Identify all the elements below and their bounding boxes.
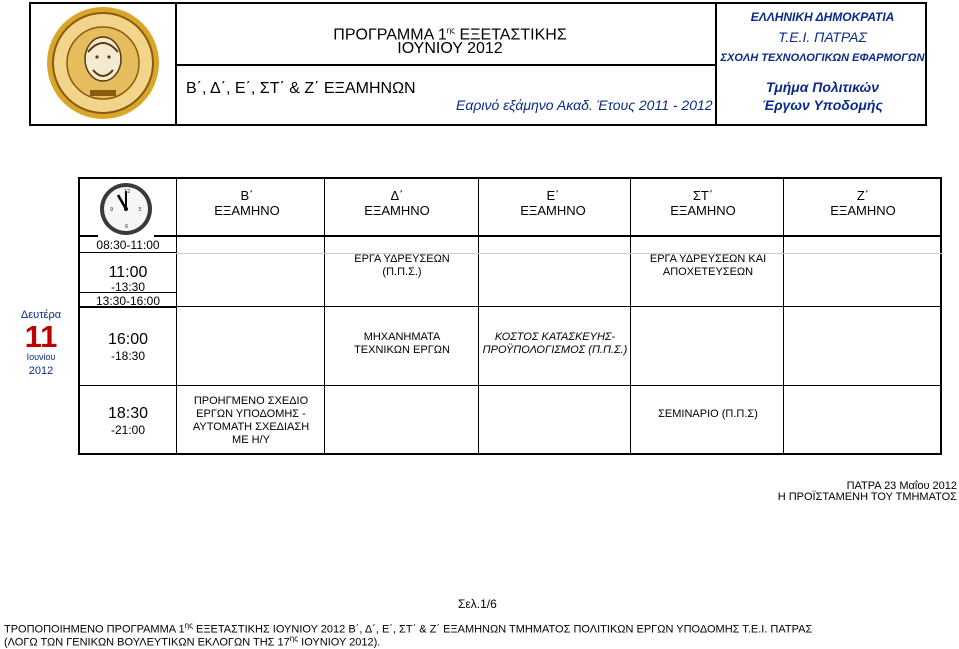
course-st-morning: ΕΡΓΑ ΥΔΡΕΥΣΕΩΝ ΚΑΙ ΑΠΟΧΕΤΕΥΣΕΩΝ xyxy=(649,253,767,278)
document-title: ΠΡΟΓΡΑΜΜΑ $1^{\eta\varsigma}$ ΕΞΕΤΑΣΤΙΚΗΣ xyxy=(333,26,567,44)
document-title-date: ΙΟΥΝΙΟΥ 2012 xyxy=(397,40,503,57)
day-month: Ιουνίου xyxy=(26,352,56,362)
column-header-b: Β΄ ΕΞΑΜΗΝΟ xyxy=(214,188,280,218)
day-name: Δευτέρα xyxy=(20,309,62,321)
row-divider xyxy=(78,385,942,386)
header-horizontal-divider xyxy=(177,64,717,66)
course-b-evening: ΠΡΟΗΓΜΕΝΟ ΣΧΕΔΙΟ ΕΡΓΩΝ ΥΠΟΔΟΜΗΣ - ΑΥΤΟΜΑΤΗ ΣΧΕΔΙΑΣΗ ΜΕ Η/Υ xyxy=(192,395,310,446)
time-slot-4-start: 16:00 xyxy=(107,331,149,348)
course-d-afternoon: ΜΗΧΑΝΗΜΑΤΑ ΤΕΧΝΙΚΩΝ ΕΡΓΩΝ xyxy=(354,331,450,356)
time-slot-2-end: -13:30 xyxy=(110,280,146,294)
institution-name: Τ.Ε.Ι. ΠΑΤΡΑΣ xyxy=(778,29,867,45)
column-header-d: Δ΄ ΕΞΑΜΗΝΟ xyxy=(364,188,430,218)
row-divider xyxy=(176,253,942,254)
page-number: Σελ.1/6 xyxy=(458,597,497,611)
course-e-afternoon: ΚΟΣΤΟΣ ΚΑΤΑΣΚΕΥΗΣ- ΠΡΟΫΠΟΛΟΓΙΣΜΟΣ (Π.Π.Σ.) xyxy=(482,331,628,356)
column-header-e: Ε΄ ΕΞΑΜΗΝΟ xyxy=(520,188,586,218)
column-header-st: ΣΤ΄ ΕΞΑΜΗΝΟ xyxy=(670,188,736,218)
column-divider xyxy=(324,177,325,455)
time-slot-2-start: 11:00 xyxy=(108,264,148,281)
row-divider xyxy=(78,306,942,307)
time-slot-5-end: -21:00 xyxy=(110,423,146,437)
footnote-line1: ΤΡΟΠΟΠΟΙΗΜΕΝΟ ΠΡΟΓΡΑΜΜΑ $1^{\eta\varsigma}$ ΕΞΕΤΑΣΤΙΚΗΣ ΙΟΥΝΙΟΥ 2012 Β΄, Δ΄, Ε΄, ΣΤ΄ & Ζ΄ ΕΞΑΜΗΝΩΝ ΤΜΗΜΑΤΟΣ ΠΟΛΙΤΙΚΩΝ ΕΡΓΩΝ ΥΠΟΔΟΜΗΣ Τ.Ε.Ι. ΠΑΤΡΑΣ xyxy=(4,621,813,636)
course-d-morning: ΕΡΓΑ ΥΔΡΕΥΣΕΩΝ (Π.Π.Σ.) xyxy=(354,253,450,278)
day-number: 11 xyxy=(24,319,58,354)
school-name: ΣΧΟΛΗ ΤΕΧΝΟΛΟΓΙΚΩΝ ΕΦΑΡΜΟΓΩΝ xyxy=(720,52,925,64)
column-divider xyxy=(630,177,631,455)
time-slot-3: 13:30-16:00 xyxy=(95,294,161,308)
wall-clock-icon xyxy=(98,181,154,237)
svg-text:3: 3 xyxy=(138,207,142,213)
column-header-z: Ζ΄ ΕΞΑΜΗΝΟ xyxy=(830,188,896,218)
column-divider xyxy=(176,177,177,455)
academic-period: Εαρινό εξάμηνο Ακαδ. Έτους 2011 - 2012 xyxy=(456,97,713,113)
time-slot-5-start: 18:30 xyxy=(107,405,149,422)
svg-text:9: 9 xyxy=(110,207,114,213)
government-label: ΕΛΛΗΝΙΚΗ ΔΗΜΟΚΡΑΤΙΑ xyxy=(750,10,895,24)
time-slot-4-end: -18:30 xyxy=(110,349,146,363)
department-name-line2: Έργων Υποδομής xyxy=(762,97,883,113)
footnote-line2: (ΛΟΓΩ ΤΩΝ ΓΕΝΙΚΩΝ ΒΟΥΛΕΥΤΙΚΩΝ ΕΚΛΟΓΩΝ ΤΗΣ $17^{\eta\varsigma}$ ΙΟΥΝΙΟΥ 2012). xyxy=(4,634,381,649)
svg-text:6: 6 xyxy=(125,224,129,230)
column-divider xyxy=(478,177,479,455)
department-name-line1: Τμήμα Πολιτικών xyxy=(765,79,880,95)
semesters-label: Β΄, Δ΄, Ε΄, ΣΤ΄ & Ζ΄ ΕΞΑΜΗΝΩΝ xyxy=(186,80,416,97)
signatory-title: Η ΠΡΟΪΣΤΑΜΕΝΗ ΤΟΥ ΤΜΗΜΑΤΟΣ xyxy=(777,491,957,503)
time-slot-1: 08:30-11:00 xyxy=(96,238,160,252)
course-st-evening: ΣΕΜΙΝΑΡΙΟ (Π.Π.Σ) xyxy=(658,408,758,420)
day-year: 2012 xyxy=(28,365,54,377)
tei-patras-seal-icon xyxy=(38,4,168,122)
svg-text:12: 12 xyxy=(124,189,131,195)
place-date: ΠΑΤΡΑ 23 Μαΐου 2012 xyxy=(846,480,957,492)
